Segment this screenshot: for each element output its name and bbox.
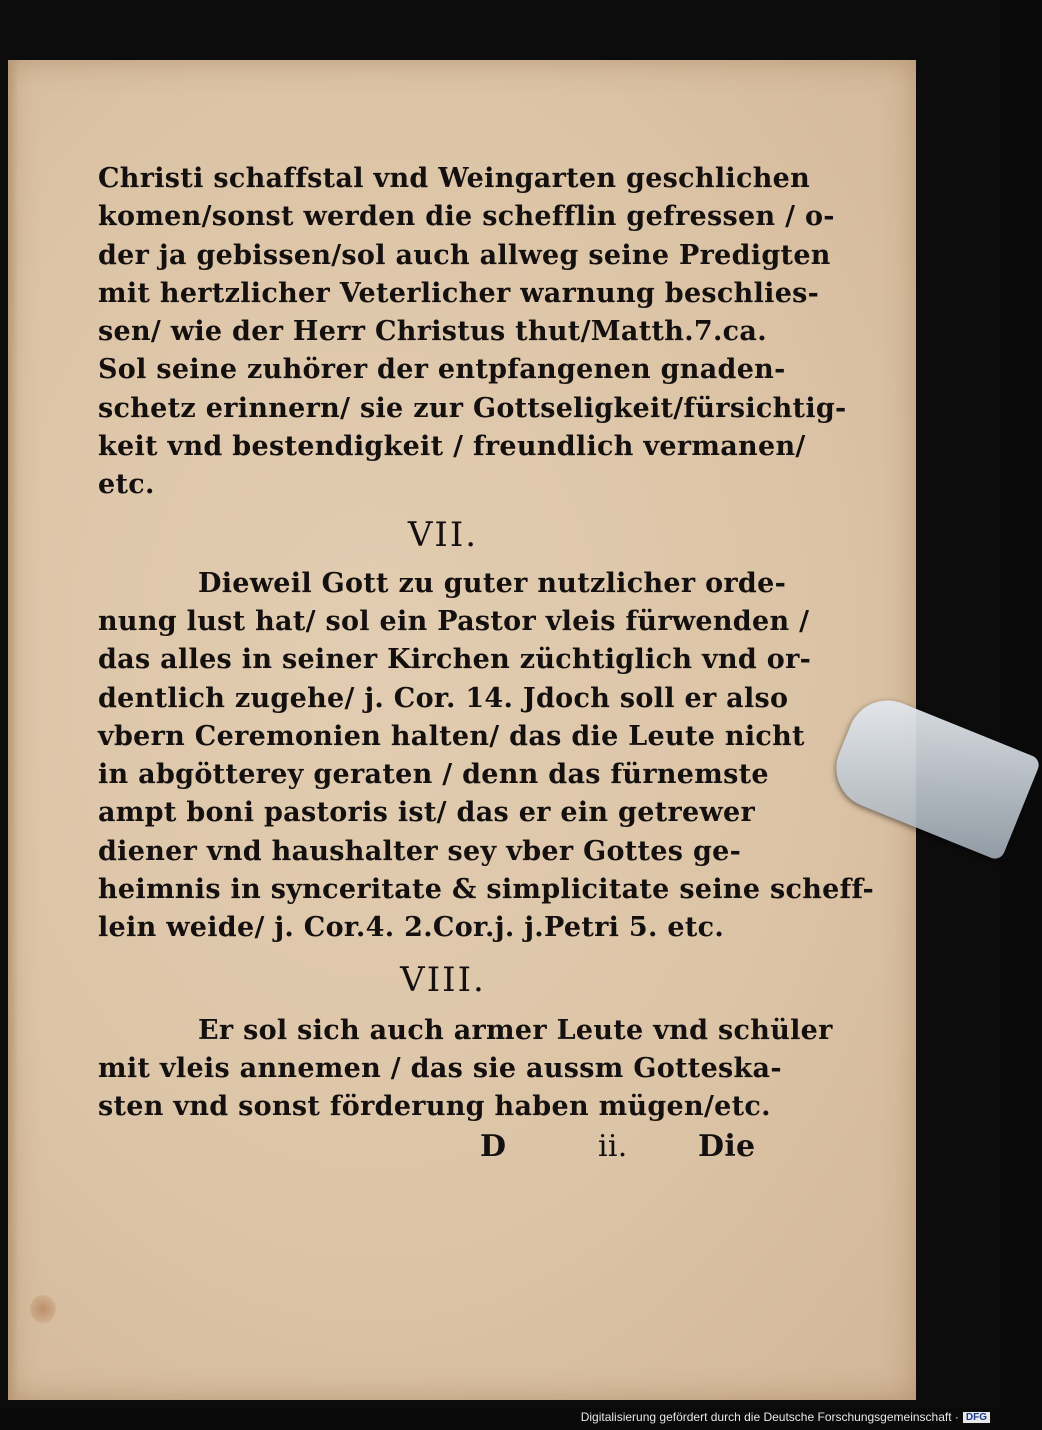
text-line: in abgötterey geraten / denn das fürnemste (98, 759, 769, 791)
text-line: Er sol sich auch armer Leute vnd schüler (198, 1014, 833, 1046)
text-line: komen/sonst werden die schefflin gefressen / o- (98, 201, 835, 233)
text-line: Dieweil Gott zu guter nutzlicher orde- (198, 567, 787, 599)
dfg-logo: DFG (963, 1412, 990, 1423)
text-line: sen/ wie der Herr Christus thut/Matth.7.ca. (98, 316, 767, 348)
text-line: Christi schaffstal vnd Weingarten geschlichen (98, 163, 811, 194)
text-line: heimnis in synceritate & simplicitate seine scheff- (98, 874, 875, 906)
catchword: Die (698, 1128, 756, 1164)
section-heading-vii: VII. (407, 514, 479, 555)
text-line: vbern Ceremonien halten/ das die Leute nicht (98, 720, 805, 752)
section-heading-viii: VIII. (400, 959, 486, 1000)
text-line: sten vnd sonst förderung haben mügen/etc. (98, 1091, 771, 1123)
footer-text: Digitalisierung gefördert durch die Deutsche Forschungsgemeinschaft · (580, 1410, 959, 1424)
text-line: nung lust hat/ sol ein Pastor vleis fürwenden / (98, 605, 810, 637)
text-line: etc. (98, 469, 155, 501)
text-line: mit hertzlicher Veterlicher warnung beschlies- (98, 277, 820, 309)
text-line: diener vnd haushalter sey vber Gottes ge- (98, 835, 742, 867)
page-edge-shadow (8, 60, 18, 1400)
text-line: Sol seine zuhörer der entpfangenen gnaden- (98, 354, 786, 386)
text-line: keit vnd bestendigkeit / freundlich vermanen/ (98, 431, 806, 463)
text-line: das alles in seiner Kirchen züchtiglich vnd or- (98, 644, 812, 676)
text-line: der ja gebissen/sol auch allweg seine Predigten (98, 239, 831, 271)
paper-stain (30, 1295, 56, 1323)
text-line: dentlich zugehe/ j. Cor. 14. Jdoch soll er also (98, 682, 789, 714)
text-line: mit vleis annemen / das sie aussm Gotteska- (98, 1052, 782, 1084)
text-line: schetz erinnern/ sie zur Gottseligkeit/fürsichtig- (98, 392, 847, 424)
page-text (98, 160, 875, 1167)
text-line: lein weide/ j. Cor.4. 2.Cor.j. j.Petri 5. etc. (98, 912, 725, 944)
digitization-footer (581, 1408, 990, 1426)
text-line: ampt boni pastoris ist/ das er ein getrewer (98, 797, 756, 829)
signature-mark: D (480, 1128, 507, 1164)
page-number: ii. (598, 1128, 628, 1164)
catchword-line (98, 1127, 768, 1167)
